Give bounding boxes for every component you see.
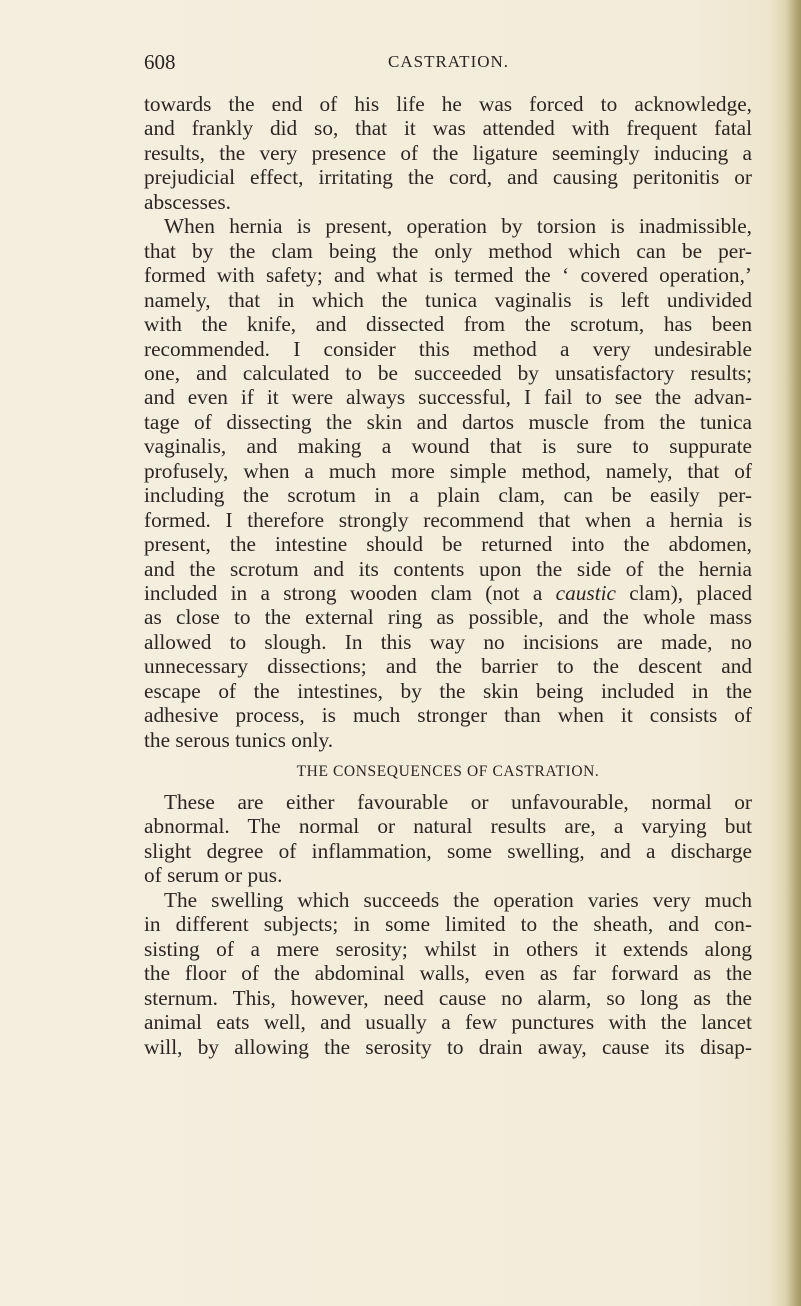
section-heading: THE CONSEQUENCES OF CASTRATION. [296,763,600,780]
text-line: slight degree of inflammation, some swelling, and a discharge [144,838,752,863]
text-line: animal eats well, and usually a few punctures with the lancet [144,1010,752,1035]
text-line: prejudicial effect, irritating the cord, and causing peritonitis or [144,165,752,190]
text-line: one, and calculated to be succeeded by unsatisfactory results; [144,360,752,385]
text-line: When hernia is present, operation by torsion is inadmissible, [164,214,752,239]
text-line: formed. I therefore strongly recommend that when a hernia is [144,507,752,532]
text-line: tage of dissecting the skin and dartos muscle from the tunica [144,409,752,434]
text-line: These are either favourable or unfavourable, normal or [164,790,752,814]
text-line: that by the clam being the only method which can be per- [144,238,752,263]
page-edge-shadow [785,0,801,1306]
text-segment: clam), placed [616,581,752,605]
text-line: in different subjects; in some limited to the sheath, and con- [144,912,752,937]
running-header [144,50,752,76]
text-line: escape of the intestines, by the skin being included in the [144,678,752,703]
running-title: CASTRATION. [388,52,510,71]
text-line: towards the end of his life he was forced to acknowledge, [144,92,752,116]
text-line: allowed to slough. In this way no incisions are made, no [144,629,752,654]
text-line: the floor of the abdominal walls, even as far forward as the [144,961,752,986]
text-segment: included in a strong wooden clam (not a [144,581,556,605]
text-line: sternum. This, however, need cause no alarm, so long as the [144,985,752,1010]
text-line: vaginalis, and making a wound that is sure to suppurate [144,434,752,459]
text-line: and the scrotum and its contents upon the side of the hernia [144,556,752,581]
text-line: unnecessary dissections; and the barrier to the descent and [144,654,752,679]
text-line: of serum or pus. [144,863,283,888]
page-number: 608 [144,50,176,74]
text-line [144,581,752,605]
text-line: The swelling which succeeds the operation varies very much [164,887,752,912]
text-line: abscesses. [144,189,231,214]
text-line: as close to the external ring as possible, and the whole mass [144,605,752,630]
text-line: sisting of a mere serosity; whilst in others it extends along [144,936,752,961]
text-line: and even if it were always successful, I fail to see the advan- [144,385,752,410]
text-line: including the scrotum in a plain clam, can be easily per- [144,483,752,508]
text-line: formed with safety; and what is termed the ‘ covered operation,’ [144,263,752,288]
text-line: with the knife, and dissected from the scrotum, has been [144,312,752,337]
text-line: profusely, when a much more simple method, namely, that of [144,458,752,483]
text-line: the serous tunics only. [144,727,334,752]
text-line: namely, that in which the tunica vaginalis is left undivided [144,287,752,312]
text-line: results, the very presence of the ligature seemingly inducing a [144,140,752,165]
text-line: and frankly did so, that it was attended with frequent fatal [144,116,752,141]
text-line: abnormal. The normal or natural results are, a varying but [144,814,752,839]
text-line: recommended. I consider this method a very undesirable [144,336,752,361]
text-line: adhesive process, is much stronger than when it consists of [144,703,752,728]
text-line: present, the intestine should be returned into the abdomen, [144,532,752,557]
italic-word: caustic [555,581,616,605]
text-line: will, by allowing the serosity to drain away, cause its disap- [144,1034,752,1059]
